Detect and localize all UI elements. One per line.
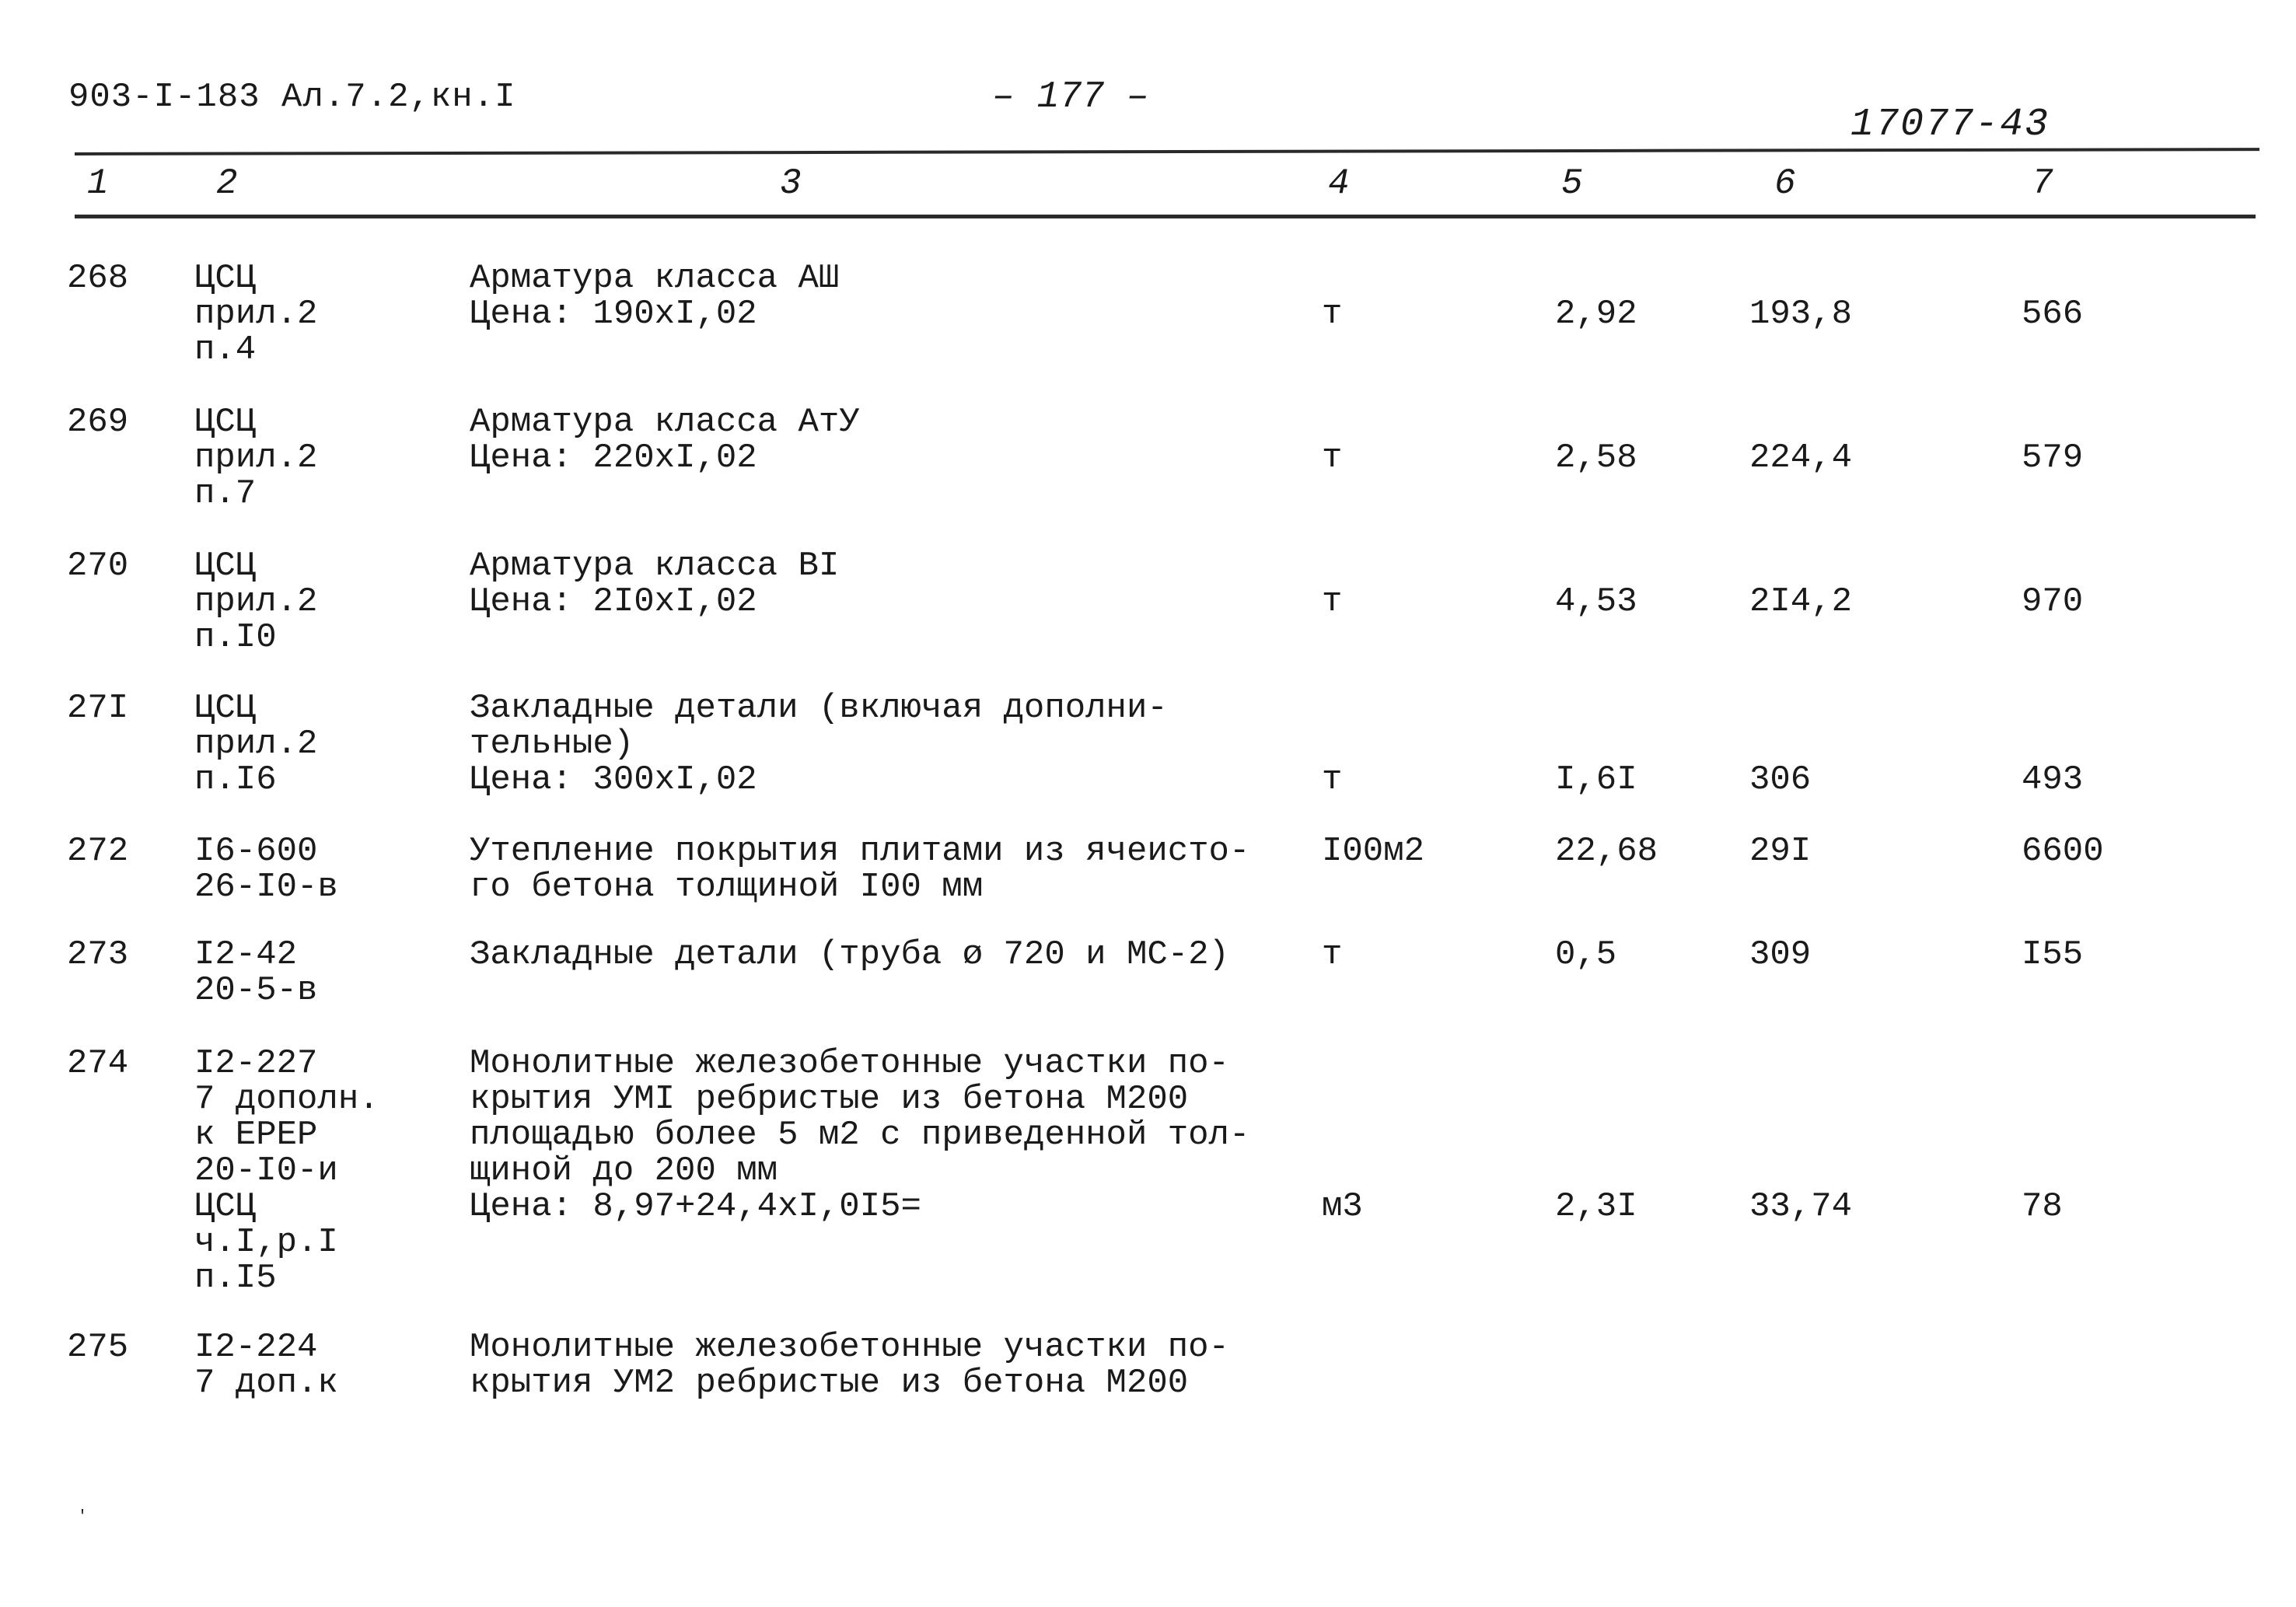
source-reference-line: ЦСЦ — [194, 689, 257, 728]
source-reference-line: I2-42 — [194, 935, 298, 974]
row-number: 269 — [67, 403, 129, 442]
row-number: 274 — [67, 1044, 129, 1083]
unit-price-cell: 306 — [1749, 760, 1812, 799]
description-line: Цена: 8,97+24,4хI,0I5= — [470, 1187, 921, 1226]
total-cost-cell: 566 — [2022, 295, 2084, 334]
unit-price-cell: 193,8 — [1749, 295, 1853, 334]
source-reference-line: 20-5-в — [194, 971, 318, 1010]
unit-price-cell: 2I4,2 — [1749, 582, 1853, 621]
description-line: Цена: 300хI,02 — [470, 760, 757, 799]
column-header-4: 4 — [1328, 163, 1350, 204]
total-cost-cell: 493 — [2022, 760, 2084, 799]
source-reference-line: прил.2 — [194, 438, 318, 477]
quantity-cell: 2,3I — [1555, 1187, 1637, 1226]
source-reference-line: ЦСЦ — [194, 259, 257, 298]
description-line: крытия УМ2 ребристые из бетона М200 — [470, 1364, 1189, 1403]
unit-cell: т — [1322, 760, 1343, 799]
unit-cell: м3 — [1322, 1187, 1363, 1226]
unit-price-cell: 29I — [1749, 832, 1812, 871]
unit-cell: I00м2 — [1322, 832, 1425, 871]
source-reference-line: к ЕРЕР — [194, 1116, 318, 1155]
quantity-cell: 22,68 — [1555, 832, 1658, 871]
unit-price-cell: 309 — [1749, 935, 1812, 974]
description-line: Утепление покрытия плитами из ячеисто- — [470, 832, 1250, 871]
total-cost-cell: I55 — [2022, 935, 2084, 974]
total-cost-cell: 970 — [2022, 582, 2084, 621]
page-number: – 177 – — [992, 76, 1149, 118]
description-line: тельные) — [470, 725, 634, 763]
total-cost-cell: 6600 — [2022, 832, 2104, 871]
total-cost-cell: 579 — [2022, 438, 2084, 477]
source-reference-line: п.I6 — [194, 760, 277, 799]
column-header-3: 3 — [780, 163, 802, 204]
row-number: 275 — [67, 1328, 129, 1367]
column-header-5: 5 — [1561, 163, 1583, 204]
row-number: 268 — [67, 259, 129, 298]
document-code: 903-I-183 Ал.7.2,кн.I — [68, 78, 516, 117]
unit-price-cell: 224,4 — [1749, 438, 1853, 477]
description-line: Цена: 190хI,02 — [470, 295, 757, 334]
unit-cell: т — [1322, 295, 1343, 334]
quantity-cell: I,6I — [1555, 760, 1637, 799]
unit-cell: т — [1322, 438, 1343, 477]
source-reference-line: 26-I0-в — [194, 868, 338, 907]
source-reference-line: ЦСЦ — [194, 547, 257, 585]
description-line: Цена: 220хI,02 — [470, 438, 757, 477]
row-number: 273 — [67, 935, 129, 974]
source-reference-line: п.7 — [194, 474, 257, 513]
row-number: 272 — [67, 832, 129, 871]
description-line: Закладные детали (включая дополни- — [470, 689, 1168, 728]
source-reference-line: прил.2 — [194, 295, 318, 334]
description-line: Цена: 2I0хI,02 — [470, 582, 757, 621]
description-line: Арматура класса АтУ — [470, 403, 860, 442]
source-reference-line: I6-600 — [194, 832, 318, 871]
column-header-7: 7 — [2032, 163, 2053, 204]
description-line: Арматура класса АШ — [470, 259, 840, 298]
column-header-1: 1 — [87, 163, 109, 204]
total-cost-cell: 78 — [2022, 1187, 2063, 1226]
source-reference-line: ЦСЦ — [194, 1187, 257, 1226]
quantity-cell: 2,92 — [1555, 295, 1637, 334]
source-reference-line: прил.2 — [194, 725, 318, 763]
source-reference-line: 7 доп.к — [194, 1364, 338, 1403]
source-reference-line: 7 дополн. — [194, 1080, 379, 1119]
row-number: 27I — [67, 689, 129, 728]
source-reference-line: п.I0 — [194, 618, 277, 657]
source-reference-line: I2-227 — [194, 1044, 318, 1083]
table-top-rule — [75, 148, 2259, 155]
source-reference-line: п.I5 — [194, 1259, 277, 1298]
description-line: Закладные детали (труба ø 720 и МС-2) — [470, 935, 1229, 974]
unit-cell: т — [1322, 935, 1343, 974]
row-number: 270 — [67, 547, 129, 585]
quantity-cell: 4,53 — [1555, 582, 1637, 621]
description-line: Монолитные железобетонные участки по- — [470, 1044, 1229, 1083]
quantity-cell: 0,5 — [1555, 935, 1617, 974]
description-line: щиной до 200 мм — [470, 1151, 778, 1190]
source-reference-line: п.4 — [194, 330, 257, 369]
unit-cell: т — [1322, 582, 1343, 621]
page-mark: ' — [78, 1508, 88, 1526]
quantity-cell: 2,58 — [1555, 438, 1637, 477]
source-reference-line: прил.2 — [194, 582, 318, 621]
registration-stamp: 17077-43 — [1850, 103, 2050, 147]
source-reference-line: I2-224 — [194, 1328, 318, 1367]
description-line: го бетона толщиной I00 мм — [470, 868, 984, 907]
column-header-6: 6 — [1774, 163, 1796, 204]
table-header-rule — [75, 215, 2256, 218]
description-line: Арматура класса ВI — [470, 547, 840, 585]
source-reference-line: 20-I0-и — [194, 1151, 338, 1190]
column-header-2: 2 — [216, 163, 238, 204]
description-line: крытия УМI ребристые из бетона М200 — [470, 1080, 1189, 1119]
source-reference-line: ЦСЦ — [194, 403, 257, 442]
source-reference-line: ч.I,р.I — [194, 1223, 338, 1262]
description-line: Монолитные железобетонные участки по- — [470, 1328, 1229, 1367]
unit-price-cell: 33,74 — [1749, 1187, 1853, 1226]
description-line: площадью более 5 м2 с приведенной тол- — [470, 1116, 1250, 1155]
